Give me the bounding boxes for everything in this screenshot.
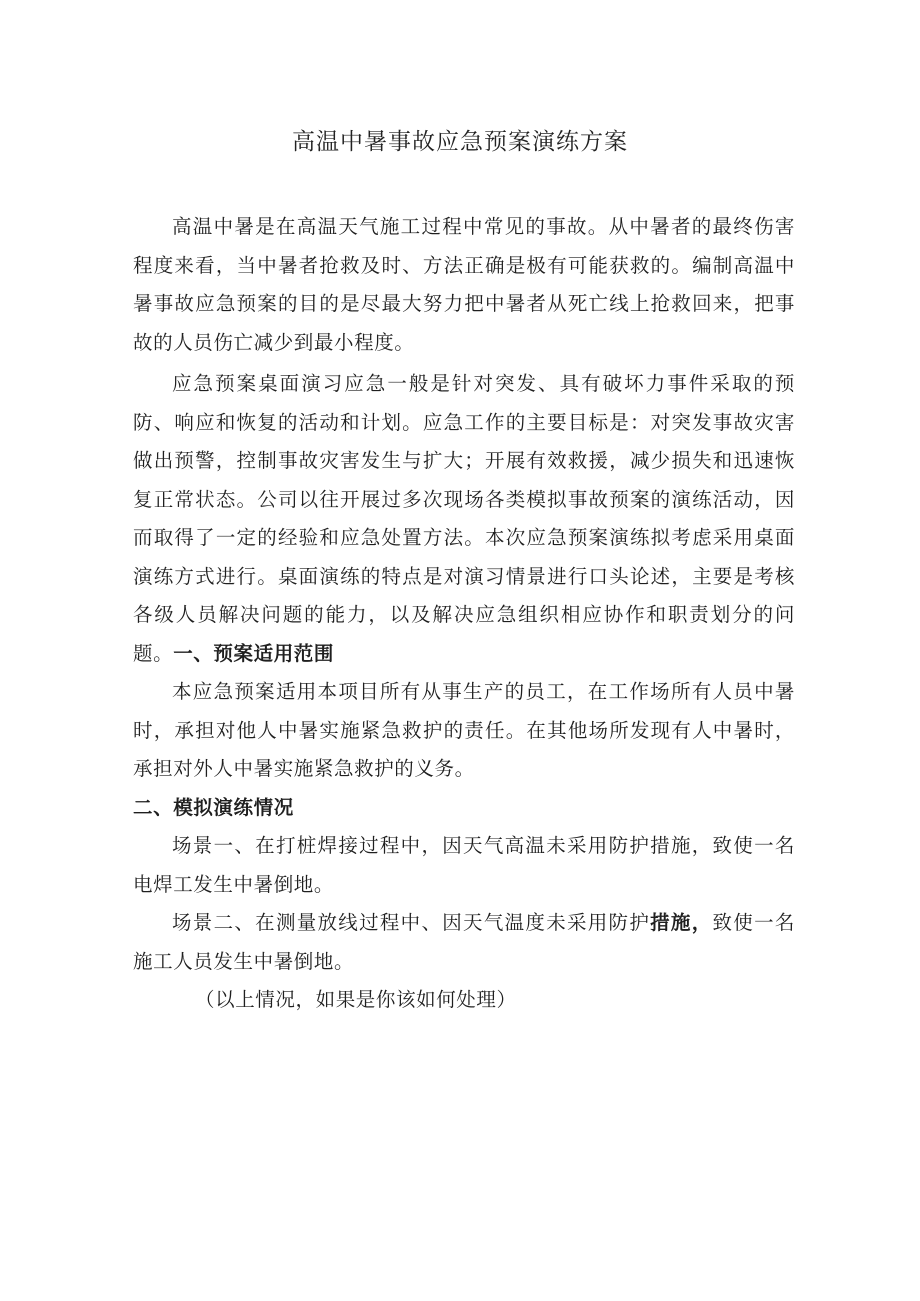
paragraph-drill-text: 应急预案桌面演习应急一般是针对突发、具有破坏力事件采取的预防、响应和恢复的活动和计划。应急工作的主要目标是：对突发事故灾害做出预警，控制事故灾害发生与扩大；开展有效救援，减少损失和迅速恢复正常状态。公司以往开展过多次现场各类模拟事故预案的演练活动，因而取得了一定的经验和应急处置方法。本次应急预案演练拟考虑采用桌面演练方式进行。桌面演练的特点是对演习情景进行口头论述，主要是考核各级人员解决问题的能力，以及解决应急组织相应协作和职责划分的问题。 xyxy=(133,372,795,665)
paragraph-drill-overview xyxy=(133,365,795,673)
document-body xyxy=(133,208,795,1020)
paragraph-scene-two xyxy=(133,904,795,981)
document-title: 高温中暑事故应急预案演练方案 xyxy=(292,129,628,155)
paragraph-intro: 高温中暑是在高温天气施工过程中常见的事故。从中暑者的最终伤害程度来看，当中暑者抢救及时、方法正确是极有可能获救的。编制高温中暑事故应急预案的目的是尽最大努力把中暑者从死亡线上抢救回来，把事故的人员伤亡减少到最小程度。 xyxy=(133,215,795,354)
paragraph-scene-one: 场景一、在打桩焊接过程中，因天气高温未采用防护措施，致使一名电焊工发生中暑倒地。 xyxy=(133,834,795,896)
scene-two-text-b: 致使一名施工人员发生中暑倒地。 xyxy=(133,911,795,973)
section-heading-scope: 一、预案适用范围 xyxy=(173,641,335,665)
paragraph-note: （以上情况，如果是你该如何处理） xyxy=(195,988,517,1011)
paragraph-scope: 本应急预案适用本项目所有从事生产的员工，在工作场所有人员中暑时，承担对他人中暑实施紧急救护的责任。在其他场所发现有人中暑时，承担对外人中暑实施紧急救护的义务。 xyxy=(133,680,795,780)
scene-two-bold-text: 措施， xyxy=(650,911,713,934)
section-heading-scenarios: 二、模拟演练情况 xyxy=(133,795,294,819)
scene-two-text-a: 场景二、在测量放线过程中、因天气温度未采用防护 xyxy=(172,911,651,934)
